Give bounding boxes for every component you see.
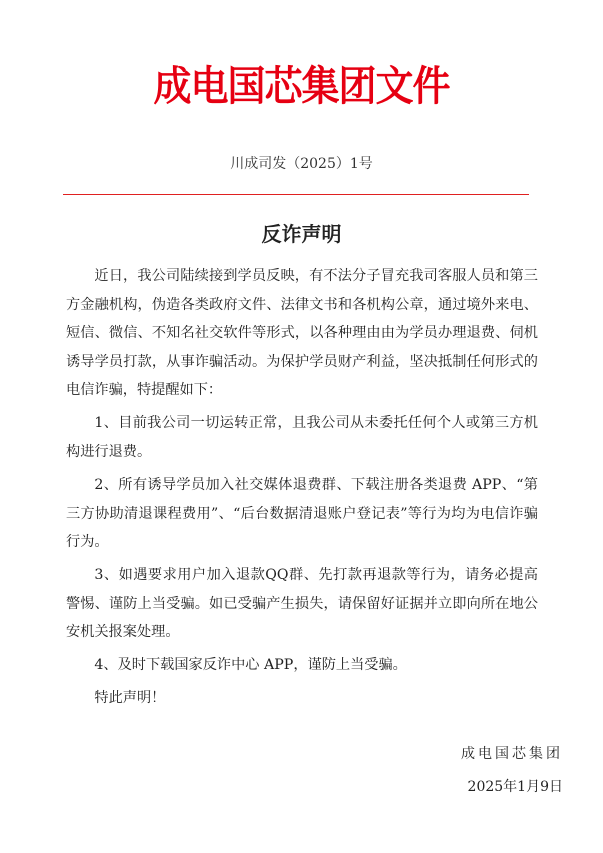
signature-block: [363, 738, 563, 804]
document-title: 反诈声明: [261, 222, 342, 246]
signature-org: 成电国芯集团: [461, 746, 563, 762]
paragraph-item-2: 2、所有诱导学员加入社交媒体退费群、下载注册各类退费 APP、“第三方协助清退课程费用”、“后台数据清退账户登记表”等行为均为电信诈骗行为。: [66, 476, 538, 551]
paragraph-item-1: 1、目前我公司一切运转正常，且我公司从未委托任何个人或第三方机构进行退费。: [66, 415, 538, 460]
red-divider-line: [63, 194, 529, 195]
paragraph-item-4: 4、及时下载国家反诈中心 APP，谨防上当受骗。: [94, 657, 407, 674]
document-body: [66, 262, 538, 717]
signature-date: 2025年1月9日: [467, 779, 563, 795]
org-header-title: 成电国芯集团文件: [153, 61, 450, 110]
paragraph-closing: 特此声明！: [94, 690, 166, 707]
document-number: 川成司发（2025）1号: [230, 156, 373, 172]
paragraph-intro: 近日，我公司陆续接到学员反映，有不法分子冒充我司客服人员和第三方金融机构，伪造各类政府文件、法律文书和各机构公章，通过境外来电、短信、微信、不知名社交软件等形式，以各种理由由为学员办理退费、伺机诱导学员打款，从事诈骗活动。为保护学员财产利益，坚决抵制任何形式的电信诈骗，特提醒如下：: [66, 268, 538, 399]
paragraph-item-3: 3、如遇要求用户加入退款QQ群、先打款再退款等行为，请务必提高警惕、谨防上当受骗。如已受骗产生损失，请保留好证据并立即向所在地公安机关报案处理。: [66, 567, 538, 641]
